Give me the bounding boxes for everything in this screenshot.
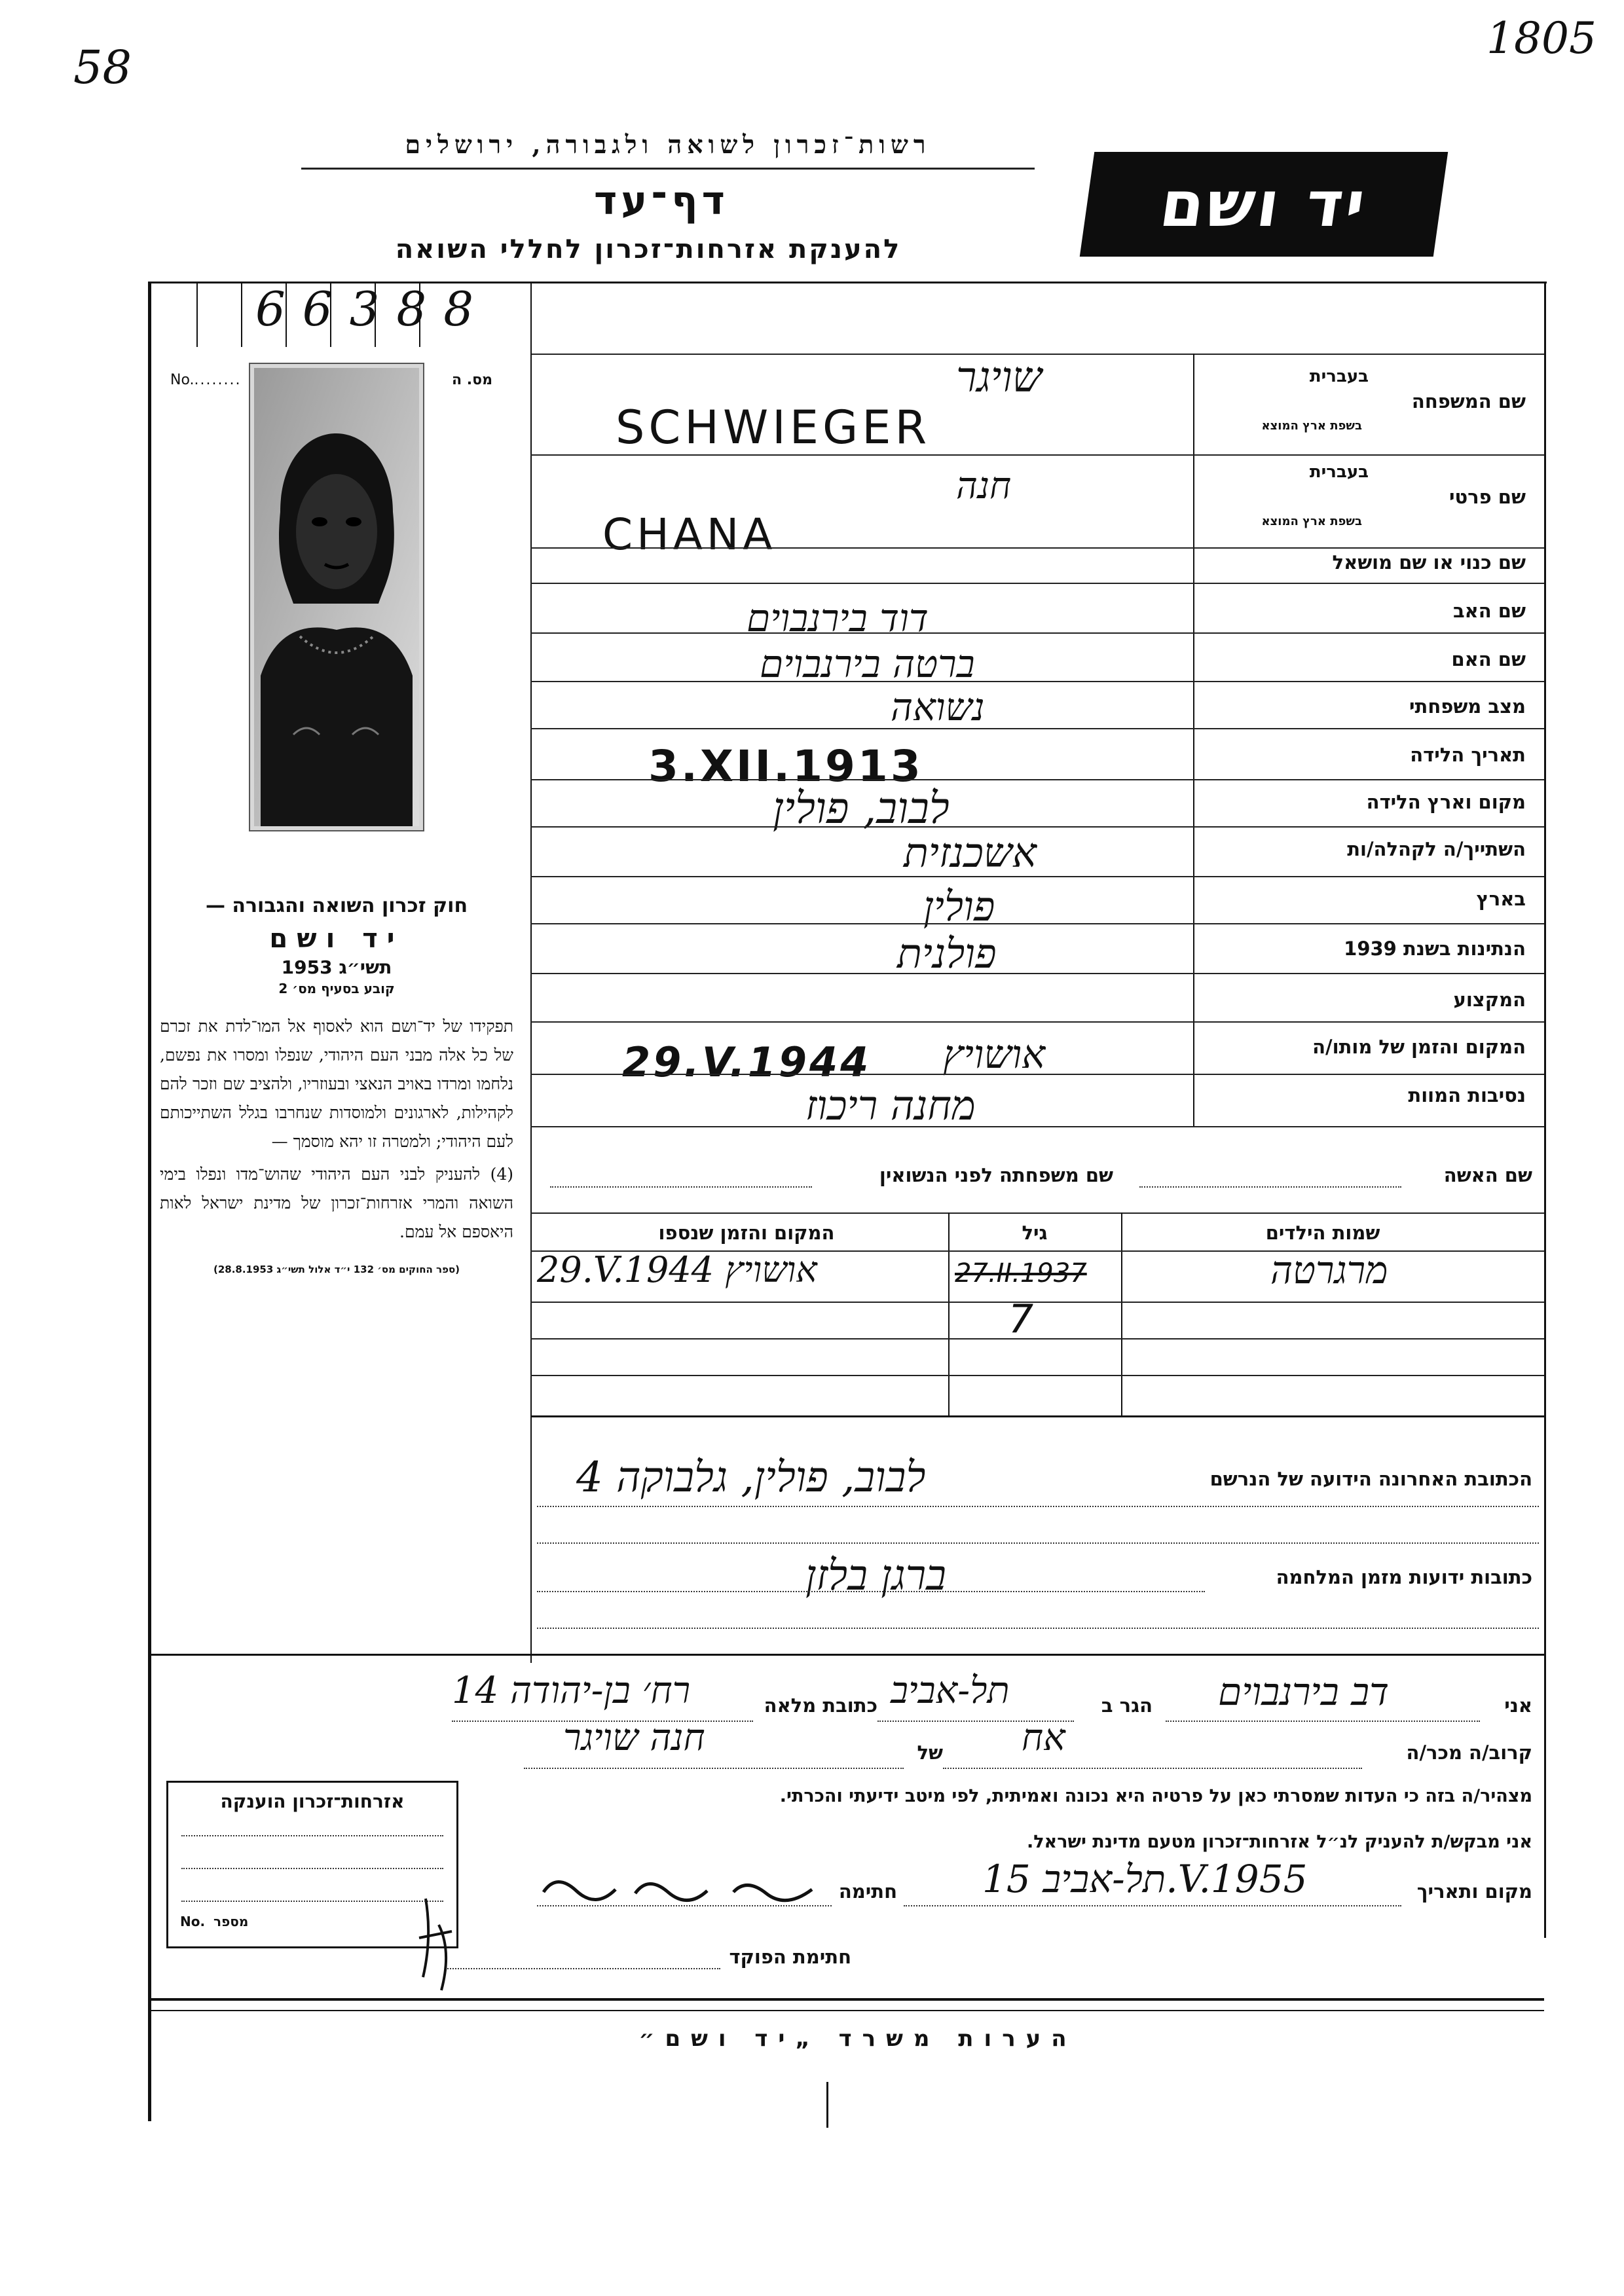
children-header-place-time: המקום והזמן שנספו [658,1222,835,1244]
photo-no-label: No......... [170,372,242,388]
corner-number-left: 58 [73,41,132,94]
war-address-line [537,1591,1205,1592]
child-name: מרגרטה [1270,1248,1388,1292]
row-divider-11 [530,973,1544,974]
child-age-struck: 27.II.1937 [955,1258,1087,1288]
first-name-label: שם פרטי [1449,486,1526,508]
officer-signature-line [445,1968,720,1969]
stamp-number-he: מספר [213,1914,249,1929]
row-divider-14 [530,1126,1544,1127]
wife-line [1139,1186,1401,1188]
full-address-label: כתובת מלאה [764,1694,877,1717]
family-name-hebrew: שויגר [956,354,1043,402]
wife-label: שם האשה [1443,1164,1532,1186]
statement-truth: מצהיר/ה בזה כי העדות שמסרתי כאן על פרטיה היא נכונה ואמיתית, לפי מיטב ידיעתי והכרתי. [779,1786,1532,1806]
signature-mark [537,1866,825,1905]
of-value: חנה שויגר [563,1717,705,1759]
photo-no-label-he: מס. ה [452,372,493,388]
war-address-value: ברגן בלזן [805,1552,946,1600]
children-header-age: גיל [1022,1222,1048,1244]
relation-line [943,1768,1362,1769]
logo-text: יד ושם [1155,168,1373,241]
law-paragraph-2: (4) להעניק לבני העם היהודי שהוש־מדו ונפלו בימי השואה והמרי אזרחות־זכרון של מדינת ישראל לאות היאספם אל עמם. [160,1165,513,1241]
law-name: יד ושם [269,924,404,954]
authority-title: רשות־זכרון לשואה ולגבורה, ירושלים [405,130,931,159]
declaration-separator [149,1654,1544,1656]
wife-maiden-line [550,1186,812,1188]
war-address-label: כתובות ידועות מזמן המלחמה [1276,1566,1532,1588]
place-date-line [904,1905,1401,1906]
child-age: 7 [1008,1296,1034,1342]
row-divider-5 [530,681,1544,682]
stamp-box-title: אזרחות־זכרון הוענקה [220,1791,405,1812]
frame-left [148,282,151,2121]
death-date: 29.V.1944 [622,1038,872,1086]
marital-label: מצב משפחתי [1409,695,1526,718]
row-divider-1 [530,454,1544,456]
photo-no-en: No. [170,372,194,388]
officer-signature-label: חתימת הפוקד [729,1946,851,1968]
law-paragraph-1: תפקידו של יד־ושם הוא לאסוף אל המו־לדת את זכרם של כל אלה מבני העם היהודי, שנפלו ומסרו את נפשם, נלחמו ומרדו באויב הנאצי ובעוזריו, ולהציב שם וזכר להם לקהילות, לארגונים ולמוסדות שנחרבו בגלל השתייכותם לעם היהודי; ולמטרה זו יהא מוסמך — [160,1017,513,1151]
stamp-number-en: No. [180,1914,206,1929]
portrait-image [254,368,419,826]
birth-date-value: 3.XII.1913 [648,741,923,792]
victim-photo [250,364,423,830]
declarant-name: דב בירנבוים [1218,1669,1390,1714]
family-name-sub-he: בעברית [1309,367,1369,386]
label-column-border [1193,354,1194,1126]
children-col-2 [948,1212,950,1415]
lives-in-value: תל-אביב [891,1669,1010,1712]
country-value: פולין [923,883,995,930]
law-panel [160,894,513,1275]
statement-request: אני מבקש/ת להעניק לנ״ל אזרחות־זכרון מטעם מדינת ישראל. [1026,1832,1532,1852]
signature-label: חתימה [838,1880,897,1903]
row-divider-7 [530,779,1544,780]
last-address-value: לבוב, פולין, גלבוקה 4 [576,1453,926,1502]
country-label: בארץ [1476,888,1526,910]
form-title: דף־עד [594,178,729,224]
law-section: קובע בסעיף מס׳ 2 [278,981,395,996]
children-row-line-2 [530,1338,1544,1339]
death-place: אושויץ [943,1032,1046,1078]
circumstances-label: נסיבות המוות [1408,1084,1526,1106]
footer-top-line [149,1998,1544,2001]
stamp-box-number [180,1914,248,1929]
citizenship-value: פולנית [897,930,997,977]
father-value: דוד בירנבוים [747,596,929,640]
father-label: שם האב [1452,600,1526,622]
law-year: תשי״ג 1953 [281,957,392,978]
law-title: חוק זכרון השואה והגבורה — [205,894,468,917]
frame-right [1544,282,1546,1938]
death-label: המקום והזמן של מותו/ה [1312,1036,1526,1058]
record-number-boxes [196,282,491,347]
row-divider-12 [530,1021,1544,1023]
row-divider-10 [530,923,1544,924]
birth-date-label: תאריך הלידה [1410,744,1526,766]
row-divider-6 [530,728,1544,729]
last-address-line [537,1506,1539,1507]
family-name-label: שם המשפחה [1411,390,1526,412]
declarant-label: אני [1504,1694,1532,1717]
children-row-line-1 [530,1302,1544,1303]
signature-line [537,1905,832,1906]
record-number: 66388 [255,282,491,337]
last-address-label: הכתובת האחרונה הידועה של הנרשם [1209,1468,1532,1490]
yad-vashem-logo [1080,152,1448,257]
place-date-value: תל-אביב 15.V.1955 [982,1857,1308,1901]
citizenship-stamp-box [166,1781,458,1948]
place-date-label: מקום ותאריך [1416,1880,1532,1903]
war-address-line-2 [537,1628,1539,1629]
citizenship-label: הנתינות בשנת 1939 [1344,938,1526,960]
mother-label: שם האם [1451,648,1526,670]
children-row-line-3 [530,1375,1544,1376]
family-name-sub-origin: בשפת ארץ המוצא [1261,419,1362,433]
first-name-sub-he: בעברית [1309,462,1369,482]
declarant-line [1166,1721,1480,1722]
form-subtitle: להענקת אזרחות־זכרון לחללי השואה [395,234,902,264]
first-name-latin: CHANA [602,509,777,560]
nickname-label: שם כנוי או שם מושאל [1332,551,1526,574]
corner-number-right: 1805 [1486,13,1596,64]
of-line [524,1768,904,1769]
header-underline [301,168,1035,170]
family-name-latin: SCHWIEGER [616,401,931,454]
row-divider-13 [530,1074,1544,1075]
row-divider-9 [530,876,1544,877]
last-address-line-2 [537,1542,1539,1544]
community-value: אשכנזית [904,829,1037,877]
wife-maiden-label: שם משפחתה לפני הנשואין [879,1164,1113,1186]
first-name-hebrew: חנה [956,465,1012,507]
mother-value: ברטה בירנבוים [760,642,975,686]
law-reference: (ספר החוקים מס׳ 132 י״ד אלול תשי״ג 28.8.1953) [213,1264,460,1275]
of-label: של [917,1741,943,1764]
relation-value: אח [1022,1717,1065,1759]
row-divider-3 [530,583,1544,584]
photo-column-border [530,354,532,1663]
row-divider-15 [530,1212,1544,1214]
relation-label: קרוב/ה מכר/ה [1406,1741,1532,1764]
row-divider-2 [530,547,1544,549]
community-label: השתייך/ה לקהלה/ות [1347,838,1526,860]
lives-in-label: הגר ב [1101,1694,1153,1717]
footer-top-line-2 [149,2010,1544,2011]
circumstances-value: מחנה ריכוז [805,1082,976,1129]
first-name-sub-origin: בשפת ארץ המוצא [1261,515,1362,528]
children-header-names: שמות הילדים [1265,1222,1380,1244]
child-place-time: 29.V.1944 אושויץ [537,1249,817,1290]
profession-label: המקצוע [1453,989,1526,1011]
children-table-bottom [530,1415,1544,1417]
record-box-divider [530,282,532,354]
birth-place-value: לבוב, פולין [773,783,950,833]
row-divider-4 [530,632,1544,634]
children-col-1 [1121,1212,1122,1415]
full-address-value: רח׳ בן-יהודה 14 [452,1669,691,1712]
row-divider-8 [530,826,1544,828]
bottom-tick [826,2082,828,2128]
marital-value: נשואה [891,685,985,729]
birth-place-label: מקום וארץ הלידה [1366,791,1526,813]
remarks-label: הערות משרד „יד ושם״ [638,2026,1077,2052]
